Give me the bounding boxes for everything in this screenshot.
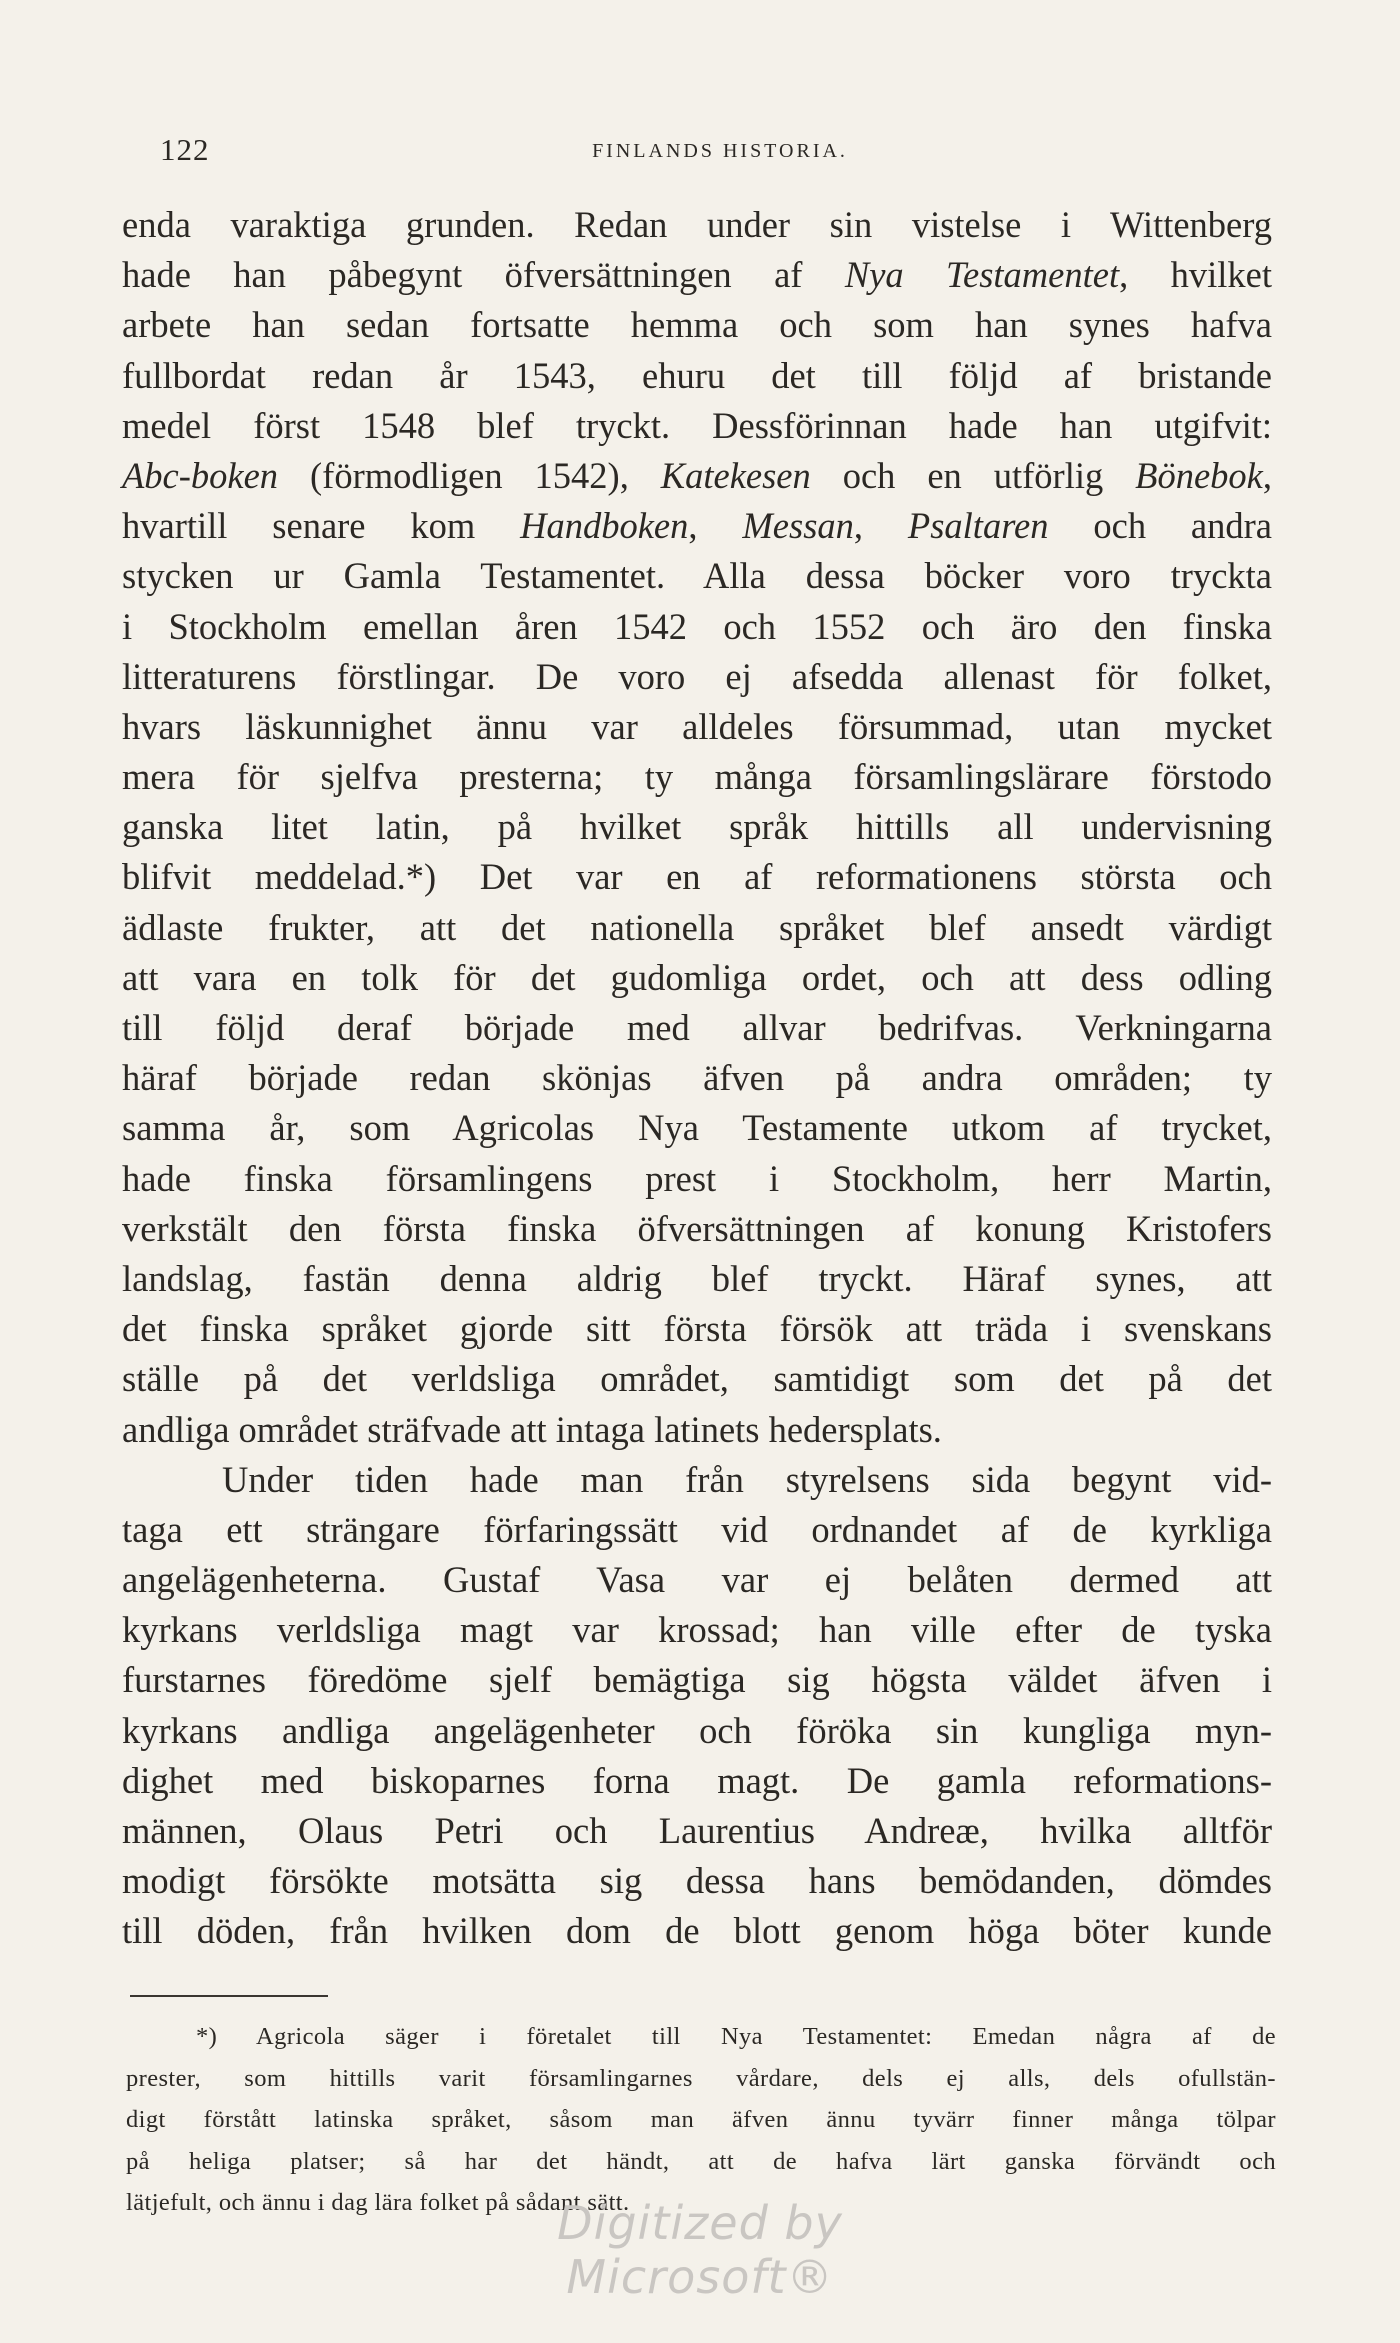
text-line: dighet med biskoparnes forna magt. De gamla reformations- — [122, 1759, 1272, 1801]
text-line: hade han påbegynt öfversättningen af Nya Testamentet, hvilket — [122, 254, 1273, 296]
paragraph-end-line: andliga området sträfvade att intaga latinets hedersplats. — [122, 1408, 942, 1450]
text-line: angelägenheterna. Gustaf Vasa var ej belåten dermed att — [122, 1559, 1272, 1601]
text-line: Abc-boken (förmodligen 1542), Katekesen och en utförlig Bönebok, — [122, 454, 1272, 496]
italic-title: Bönebok — [1135, 454, 1263, 496]
running-head — [160, 132, 1280, 172]
text-line: modigt försökte motsätta sig dessa hans bemödanden, dömdes — [122, 1860, 1272, 1902]
text-line: blifvit meddelad.*) Det var en af reformationens största och — [122, 856, 1272, 898]
text-line: till döden, från hvilken dom de blott genom höga böter kunde — [122, 1910, 1272, 1952]
text-line: medel först 1548 blef tryckt. Dessförinnan hade han utgifvit: — [122, 404, 1272, 446]
footnote-divider — [130, 1995, 328, 1997]
text-line: kyrkans andliga angelägenheter och föröka sin kungliga myn- — [122, 1709, 1272, 1751]
text-line: mera för sjelfva presterna; ty många församlingslärare förstodo — [122, 756, 1272, 798]
footnote-line: på heliga platser; så har det händt, att de hafva lärt ganska förvändt och — [126, 2147, 1276, 2175]
text-line: det finska språket gjorde sitt första försök att träda i svenskans — [122, 1308, 1272, 1350]
text-line: samma år, som Agricolas Nya Testamente utkom af trycket, — [122, 1107, 1272, 1149]
text-line: till följd deraf började med allvar bedrifvas. Verkningarna — [122, 1007, 1272, 1048]
italic-title: Psaltaren — [907, 505, 1049, 547]
text-line: hvars läskunnighet ännu var alldeles försummad, utan mycket — [122, 705, 1272, 747]
text-line: att vara en tolk för det gudomliga ordet, och att dess odling — [122, 956, 1272, 998]
text-line: furstarnes föredöme sjelf bemägtiga sig högsta väldet äfven i — [122, 1659, 1272, 1701]
text-line: i Stockholm emellan åren 1542 och 1552 och äro den finska — [122, 605, 1272, 647]
text-line: landslag, fastän denna aldrig blef tryckt. Häraf synes, att — [122, 1257, 1272, 1299]
text-line: hade finska församlingens prest i Stockholm, herr Martin, — [122, 1157, 1272, 1199]
text-line: kyrkans verldsliga magt var krossad; han ville efter de tyska — [122, 1609, 1272, 1651]
text-line: häraf började redan skönjas äfven på andra områden; ty — [122, 1057, 1272, 1099]
footnote — [126, 2016, 1276, 2224]
footnote-line: digt förstått latinska språket, såsom man äfven ännu tyvärr finner många tölpar — [126, 2106, 1276, 2134]
footnote-line: *) Agricola säger i företalet till Nya Testamentet: Emedan några af de — [196, 2023, 1276, 2050]
text-line: enda varaktiga grunden. Redan under sin vistelse i Wittenberg — [122, 204, 1272, 245]
text-line: ganska litet latin, på hvilket språk hittills all undervisning — [122, 806, 1272, 848]
digitization-watermark: Digitized by Microsoft® — [557, 2196, 843, 2304]
italic-title: Abc-boken — [122, 454, 279, 496]
body-text — [122, 200, 1272, 1957]
paragraph-start-line: Under tiden hade man från styrelsens sida begynt vid- — [222, 1458, 1272, 1500]
text-line: männen, Olaus Petri och Laurentius Andreæ, hvilka alltför — [122, 1810, 1272, 1851]
text-line: arbete han sedan fortsatte hemma och som han synes hafva — [122, 304, 1272, 346]
text-line: taga ett strängare förfaringssätt vid ordnandet af de kyrkliga — [122, 1508, 1272, 1550]
text-line: ställe på det verldsliga området, samtidigt som det på det — [122, 1358, 1272, 1400]
footnote-line: lätjefult, och ännu i dag lära folket på sådant sätt. — [126, 2189, 630, 2217]
footnote-line: prester, som hittills varit församlingarnes vårdare, dels ej alls, dels ofullstän- — [126, 2064, 1276, 2092]
italic-title: Nya Testamentet — [844, 254, 1120, 296]
text-line: hvartill senare kom Handboken, Messan, Psaltaren och andra — [122, 505, 1272, 547]
italic-title: Messan — [742, 505, 854, 547]
italic-title: Handboken — [520, 505, 689, 547]
text-line: ädlaste frukter, att det nationella språket blef ansedt värdigt — [122, 906, 1272, 948]
text-line: verkstält den första finska öfversättningen af konung Kristofers — [122, 1207, 1272, 1249]
text-line: fullbordat redan år 1543, ehuru det till följd af bristande — [122, 354, 1272, 396]
italic-title: Katekesen — [660, 454, 811, 496]
running-title: FINLANDS HISTORIA. — [592, 140, 848, 162]
page-number: 122 — [160, 132, 210, 167]
text-line: litteraturens förstlingar. De voro ej afsedda allenast för folket, — [122, 655, 1272, 697]
text-line: stycken ur Gamla Testamentet. Alla dessa böcker voro tryckta — [122, 555, 1272, 597]
